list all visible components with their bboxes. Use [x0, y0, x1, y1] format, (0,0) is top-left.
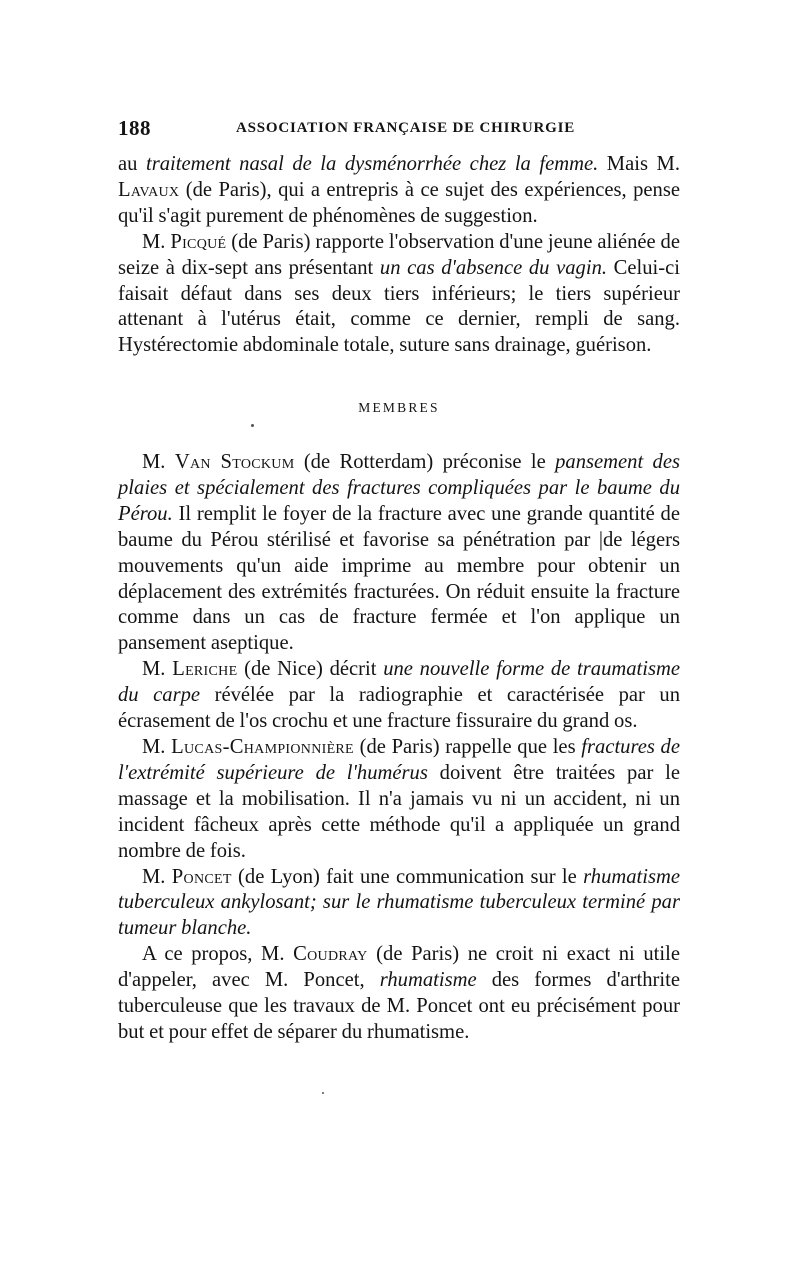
running-head: ASSOCIATION FRANÇAISE DE CHIRURGIE [236, 120, 576, 136]
text-run: Mais M. [598, 153, 680, 175]
text-run: A ce propos, M. [142, 943, 294, 966]
italic-title: rhumatisme tuberculeux ankylosant; sur le rhumatisme tuberculeux terminé par tumeur blanche. [118, 865, 680, 940]
paragraph-van-stockum [118, 450, 680, 657]
author-name: Picqué [170, 230, 227, 253]
italic-title: traitement nasal de la dysménorrhée chez la femme. [145, 153, 599, 175]
text-block-bottom [118, 450, 680, 1046]
text-run: Celui-ci faisait défaut dans ses deux tiers inférieurs; le tiers supérieur attenant à l'utérus était, comme ce dernier, rempli de sang. Hystérectomie abdominale totale, suture sans drainage, guérison. [118, 256, 681, 357]
text-run: M. [142, 658, 173, 681]
italic-title: rhumatisme [379, 969, 477, 992]
paragraph-picque [118, 230, 680, 360]
text-run: (de Nice) décrit [237, 658, 384, 681]
text-run: M. [142, 230, 171, 253]
author-name: Leriche [172, 658, 238, 681]
text-run: (de Paris) ne croit ni exact ni utile d'appeler, avec M. Poncet, [118, 943, 680, 992]
text-run: (de Paris), qui a entrepris à ce sujet des expériences, pense qu'il s'agit purement de phénomènes de suggestion. [118, 178, 680, 227]
paragraph-coudray [118, 942, 680, 1046]
paragraph-poncet [118, 865, 680, 943]
text-run: des formes d'arthrite tuberculeuse que les travaux de M. Poncet ont eu précisément pour but et pour effet de séparer du rhumatisme. [118, 969, 681, 1043]
section-heading: MEMBRES [358, 400, 440, 415]
author-name: Coudray [293, 943, 368, 966]
paragraph-lucas-championniere [118, 735, 680, 865]
text-run: M. [142, 865, 172, 888]
text-run: (de Lyon) fait une communication sur le [231, 865, 584, 888]
page-number: 188 [118, 116, 151, 140]
paragraph-dysmenorrhee [118, 152, 680, 230]
italic-title: fractures de l'extrémité supérieure de l'humérus [118, 735, 680, 784]
text-run: Il remplit le foyer de la fracture avec une grande quantité de baume du Pérou stérilisé et favorise sa pénétration par |de légers mouvements qu'un aide imprime au membre pour obtenir un déplacement des extrémités fracturées. On réduit ensuite la fracture comme dans un cas de fracture fermée et l'on applique un pansement aseptique. [118, 502, 680, 655]
text-block-top [118, 152, 680, 359]
author-name: Lucas-Championnière [171, 735, 354, 758]
italic-title: pansement des plaies et spécialement des fractures compliquées par le baume du Pérou. [118, 451, 680, 525]
text-run: (de Paris) rappelle que les [353, 735, 582, 758]
text-run: révélée par la radiographie et caractérisée par un écrasement de l'os crochu et une fracture fissuraire du grand os. [118, 684, 681, 733]
text-run: (de Rotterdam) préconise le [294, 451, 556, 473]
italic-title: une nouvelle forme de traumatisme du carpe [118, 658, 681, 707]
text-run: M. [142, 451, 175, 473]
text-run: (de Paris) rapporte l'observation d'une jeune aliénée de seize à dix-sept ans présentant [118, 230, 680, 279]
author-name: Van Stockum [174, 451, 295, 473]
text-run: doivent être traitées par le massage et la mobilisation. Il n'a jamais vu ni un accident, ni un incident fâcheux après cette méthode qu'il a appliquée un grand nombre de fois. [118, 761, 680, 862]
text-run: M. [142, 735, 172, 758]
author-name: Poncet [171, 865, 232, 888]
paragraph-leriche [118, 657, 680, 735]
author-name: Lavaux [118, 178, 180, 201]
page-header [118, 116, 680, 144]
print-speck [322, 1092, 324, 1094]
print-speck [251, 424, 254, 427]
italic-title: un cas d'absence du vagin. [379, 256, 608, 279]
text-run: au [118, 153, 146, 175]
